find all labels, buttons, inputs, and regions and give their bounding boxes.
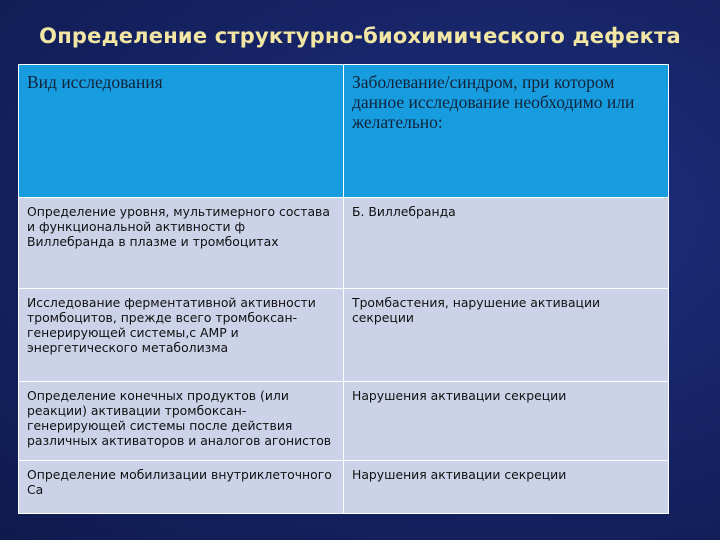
header-label: Заболевание/синдром, при котором данное исследование необходимо или желательно: [352, 72, 635, 132]
condition-cell [344, 461, 669, 514]
condition-cell [344, 382, 669, 461]
condition-text: Нарушения активации секреции [352, 388, 567, 403]
header-cell-study-type [19, 65, 344, 198]
condition-text: Б. Виллебранда [352, 204, 456, 219]
header-label: Вид исследования [27, 72, 163, 92]
header-cell-condition [344, 65, 669, 198]
study-text: Определение мобилизации внутриклеточного Са [27, 467, 332, 497]
study-cell [19, 198, 344, 289]
table-row [19, 461, 669, 514]
study-cell [19, 289, 344, 382]
study-text: Определение уровня, мультимерного состава и функциональной активности ф Виллебранда в плазме и тромбоцитах [27, 204, 330, 249]
condition-text: Тромбастения, нарушение активации секреции [352, 295, 601, 325]
table-row [19, 382, 669, 461]
study-cell [19, 461, 344, 514]
study-text: Исследование ферментативной активности тромбоцитов, прежде всего тромбоксан-генерирующей системы,с АМР и энергетического метаболизма [27, 295, 316, 355]
study-table [18, 64, 669, 514]
study-text: Определение конечных продуктов (или реакции) активации тромбоксан-генерирующей системы после действия различных активаторов и аналогов агонистов [27, 388, 332, 448]
condition-text: Нарушения активации секреции [352, 467, 567, 482]
study-cell [19, 382, 344, 461]
table-header-row [19, 65, 669, 198]
condition-cell [344, 289, 669, 382]
slide-title: Определение структурно-биохимического дефекта [39, 24, 681, 48]
table-row [19, 289, 669, 382]
condition-cell [344, 198, 669, 289]
table-row [19, 198, 669, 289]
